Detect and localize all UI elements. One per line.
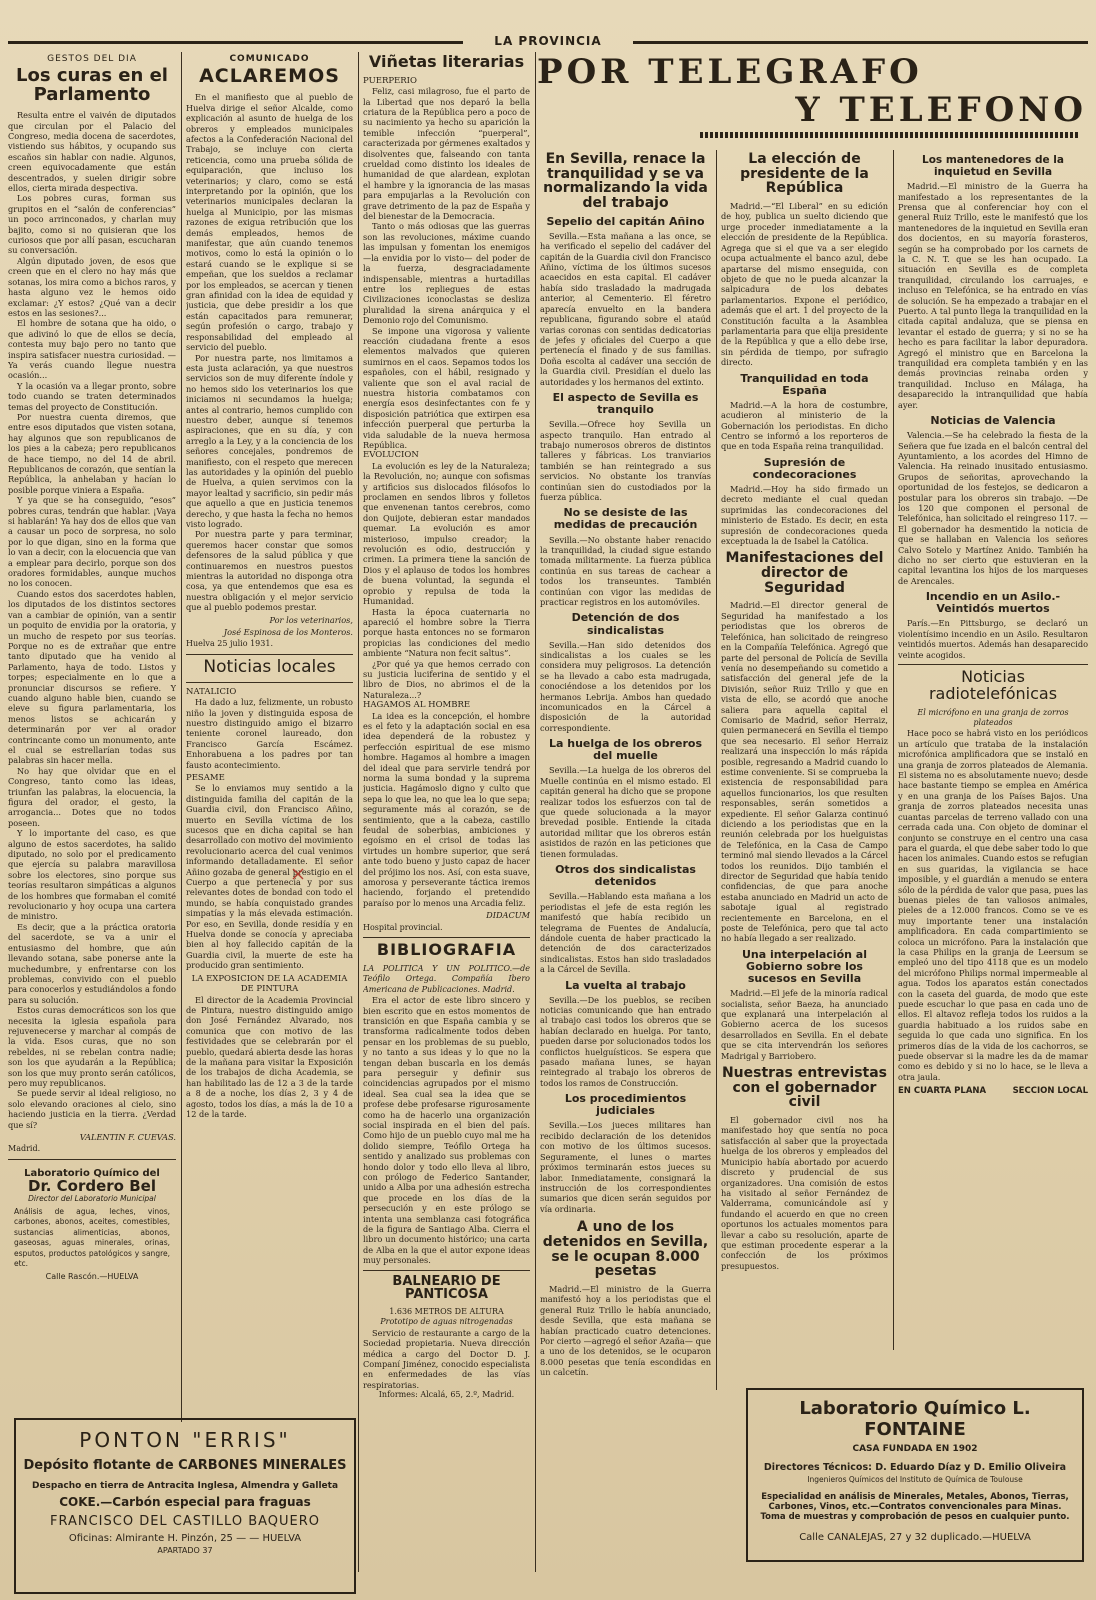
ad-line: COKE.—Carbón especial para fraguas [59, 1495, 311, 1509]
article-paragraph: Sevilla.—Esta mañana a las once, se ha verificado el sepelio del cadáver del capitán de la Guardia civil don Francisco Añino, víctima de los últimos sucesos acaecidos en esta capital. El cadáver había sido trasladado la madrugada anterior, al Cementerio. El féretro aparecía envuelto en la bandera republicana, figurando sobre el ataúd varias coronas con sentidas dedicatorias de jefes y oficiales del Cuerpo a que pertenecía el finado y de sus familias. Doña escolta al cadáver una sección de la Guardia civil. Presidían el duelo las autoridades y los hermanos del extinto. [540, 230, 711, 387]
subsection-head: LA EXPOSICION DE LA ACADEMIA DE PINTURA [191, 973, 348, 995]
divider [363, 937, 530, 938]
column-4 [540, 150, 711, 1590]
section-headline: Viñetas literarias [368, 52, 525, 71]
subheadline: Otros dos sindicalistas detenidos [555, 863, 696, 889]
article-paragraph: Sevilla.—De los pueblos, se reciben noticias comunicando que han entrado al trabajo casi todos los obreros que se habían declarado en huelga. Por tanto, pueden darse por solucionados todos los conflictos huelguísticos. Se espera que pasado mañana lunes, se hayan reintegrado al trabajo los obreros de todos los ramos de Construcción. [540, 994, 711, 1088]
ad-name: Dr. Cordero Bel [28, 1177, 156, 1196]
ad-title: BALNEARIO DE PANTICOSA [392, 1273, 501, 1303]
subheadline: Los mantenedores de la inquietud en Sevilla [922, 154, 1064, 178]
subheadline: Supresión de condecoraciones [752, 455, 857, 481]
subsection-head: HAGAMOS AL HOMBRE [363, 700, 471, 711]
ad-line: Ingenieros Químicos del Instituto de Química de Toulouse [807, 1475, 1023, 1484]
subheadline: El aspecto de Sevilla es tranquilo [552, 390, 699, 417]
article-paragraph: Por nuestra parte y para terminar, queremos hacer constar que somos defensores de la salud pública y que continuaremos en nuestros puestos mientras la autoridad no disponga otra cosa, ya que entendemos que esa es nuestra obligación y el mejor servicio que al pueblo podemos prestar. [186, 529, 353, 613]
article-headline: Nuestras entrevistas con el gobernador civil [721, 1065, 888, 1111]
masthead-rule-left [8, 41, 463, 44]
ad-line: Oficinas: Almirante H. Pinzón, 25 — — HUELVA [68, 1533, 302, 1544]
column-5 [721, 150, 888, 1340]
article-paragraph: El hombre de sotana que ha oido, o que adivinó lo que de ellos se decía, contesta muy bajo pero no tanto que inspira satisfacer nuestra curiosidad. —Ya verás cuando llegue nuestra ocasión... [8, 318, 176, 381]
subheadline: Tranquilidad en toda España [740, 371, 869, 397]
subheadline: Los procedimientos judiciales [564, 1092, 687, 1118]
article-paragraph: Se lo enviamos muy sentido a la distinguida familia del capitán de la Guardia civil, don Francisco Añino, muerto en Sevilla víctima de los sucesos que en dicha capital se han desarrollado con motivo del movimiento revolucionario acerca del cual venimos informando detalladamente. El señor Añino gozaba de general prestigio en el Cuerpo a que pertenecía y por sus relevantes dotes de bondad con todo el mundo, se había conquistado grandes simpatías y la más elevada estimación. Por eso, en Sevilla, donde residía y en Huelva donde se conocía y apreciaba bien al hoy fallecido capitán de la Guardia civil, la muerte de este ha producido gran sentimiento. [186, 783, 353, 971]
section-headline: Noticias radiotelefónicas [928, 667, 1058, 703]
masthead-rule-right [633, 41, 1088, 44]
article-date: Huelva 25 julio 1931. [186, 639, 273, 649]
article-paragraph: La idea es la concepción, el hombre es el feto y la adaptación social en esa idea dependerá de la robustez y perfección espiritual de ese mismo hombre. Hagamos al hombre a imagen del ideal que para servirle tendrá por norma la suma bondad y la suprema justicia. Hagámoslo digno y culto que sepa lo que lea, no que lea lo que sepa; seguramente más al corazón, se de sentimiento, que a la cabeza, castillo feudal de soberbias, ambiciones y egoísmo en el crisol de todas las virtudes un hombre superior, que será ante todo bueno y justo capaz de hacer del prójimo los nos. Así, con esta suave, amorosa y perseverante táctica iremos haciendo, forjando el pretendido paraíso por lo menos una Arcadia feliz. [363, 710, 530, 908]
article-paragraph: Madrid.—El director general de Seguridad ha manifestado a los periodistas que los obreros de Telefónica, han solicitado de reingreso en la Compañía Telefónica. Agregó que parte del personal de Policía de Sevilla venía no desempeñando su cometido a satisfacción del general jefe de la División, señor Ruiz Trillo y que en vista de ello, se acordó que anoche saliera para aquella capital el Comisario de Madrid, señor Herraiz, quien permanecerá en Sevilla el tiempo que sea necesario. El señor Herraiz realizará una inspección lo más rápida posible, regresando a Madrid cuando lo estime conveniente. Si se comprueba la existencia de responsabilidad para aquellos funcionarios, los que resulten responsables, serán sometidos a expediente. El señor Galarza continuó diciendo a los periodistas que en la reunión celebrada por los huelguistas de Telefónica, en la Casa de Campo terminó mal siendo llevados a la Cárcel todos los reunidos. Dijo también el director de Seguridad que había tenido confidencias, de que para anoche estaba anunciado en Madrid un acto de sabotaje igual al registrado recientemente en Barcelona, en el poste de Telefónica, pero que tal acto no había llegado a ser realizado. [721, 600, 888, 944]
article-signature: Por los veterinarios, [269, 614, 353, 625]
column-6 [898, 150, 1088, 1340]
article-paragraph: El gobernador civil nos ha manifestado hoy que sentía no poca satisfacción al saber que la proyectada huelga de los obreros y empleados del Municipio había abortado por acuerdo discreto y prudencial de sus organizadores. Una comisión de estos ha visitado al señor Fernández de Valderrama, comunicándole así y fundando el acuerdo en que no creen oportunos los actuales momentos para llevar a cabo su resolución, aparte de que estiman procedente esperar a la confección de los próximos presupuestos. [721, 1115, 888, 1271]
article-paragraph: Madrid.—El ministro de la Guerra ha manifestado a los representantes de la Prensa que al conferenciar hoy con el general Ruiz Trillo, este le manifestó que los mantenedores de la inquietud en Sevilla eran dos docientos, en su mayoría forasteros, según se ha comprobado por los carnets de la C. N. T. que se les han ocupado. La situación en Sevilla es de completa tranquilidad, circulando los carruajes, e incluso en Telefónica, se ha entrado en vías de solución. Se ha empezado a trabajar en el Puerto. A tal punto llega la tranquilidad en la citada capital andaluza, que se piensa en levantar el estado de guerra; y si no se ha hecho es para facilitar la labor depuradora. Agregó el ministro que en Barcelona la tranquilidad era completa también y en las demás provincias reinaba orden y tranquilidad. Incluso en Málaga, ha desaparecido la intranquilidad que había ayer. [898, 181, 1088, 410]
article-paragraph: Era el actor de este libro sincero y bien escrito que en estos momentos de transición en que España cambia y se transforma radicalmente todos deben pensar en los problemas de su pueblo, y no tanto a sus ideas y lo que no la tengan deban buscarla en los demás para perseguir y definir sus coincidencias agrupados por el mismo ideal. Sea cual sea la idea que se profese debe profesarse rigurosamente como ha de hacerlo una organización social inspirada en el bien del país. Como hijo de un pueblo cuyo mal me ha dolido siempre, Teófilo Ortega ha sentido y analizado sus problemas con hondo dolor y todo ello lleva al libro, con prólogo de Federico Santander, unido a Alba por una adhesión estrecha que procede en los días de la persecución y en este prólogo se intenta una semblanza casi fotográfica de la figura de Santiago Alba. Cierra el libro un documento histórico; una carta de Alba en la que el autor expone ideas muy personales. [363, 995, 530, 1266]
subheadline: Una interpelación al Gobierno sobre los sucesos en Sevilla [742, 947, 867, 986]
section-kicker: COMUNICADO [229, 54, 310, 64]
ad-line: Especialidad en análisis de Minerales, Metales, Abonos, Tierras, Carbones, Vinos, etc.—Contratos convencionales para Minas. Toma de muestras y comprobación de pesos en cualquier punto. [760, 1492, 1070, 1522]
subsection-head: NATALICIO [186, 686, 237, 697]
article-headline: En Sevilla, renace la tranquilidad y se va normalizando la vida del trabajo [543, 151, 708, 212]
column-3 [363, 52, 530, 1582]
subheadline: Detención de dos sindicalistas [571, 611, 680, 637]
article-paragraph: Y lo importante del caso, es que alguno de estos sacerdotes, ha salido diputado, no solo por el predicamento que ejercía su palabra maravillosa sobre los electores, sino porque sus teorías resultaron simpáticas a algunos de los hombres que formaban el comité revolucionario y hoy ocupa una cartera de ministro. [8, 828, 176, 922]
ad-title: PONTON "ERRIS" [79, 1428, 291, 1452]
subsection-head: PESAME [186, 772, 225, 783]
ad-line: Despacho en tierra de Antracita Inglesa, Almendra y Galleta [31, 1481, 339, 1491]
footer-notice [898, 1086, 1088, 1096]
article-paragraph: Madrid.—A la hora de costumbre, acudieron al ministerio de la Gobernación los periodistas. En dicho Centro se informó a los reporteros de que en toda España reina tranquilidad. [721, 399, 888, 452]
masthead-name: LA PROVINCIA [494, 34, 602, 48]
article-paragraph: Por nuestra cuenta diremos, que entre esos diputados que visten sotana, hay algunos que son republicanos de los pies a la cabeza; pero republicanos de hace tiempo, no del 14 de abril. Republicanos de corazón, que sentían la República, la anhelaban y hacían lo posible porque viniera a España. [8, 411, 176, 495]
ad-body: Servicio de restaurante a cargo de la Sociedad propietaria. Nueva dirección médica a cargo del Doctor D. J. Companí Jiménez, conocido especialista en enfermedades de las vías respiratorias. [363, 1327, 530, 1390]
article-paragraph: Resulta entre el vaivén de diputados que circulan por el Palacio del Congreso, media docena de sacerdotes, vistiendo sus hábitos, y ocupando sus escaños sin hablar con nadie. Algunos, creen equivocadamente que están descentrados, y suelen dirigir sobre ellos, cierta mirada despectiva. [8, 110, 176, 194]
column-2 [186, 52, 353, 1412]
article-paragraph: Sevilla.—Hablando esta mañana a los periodistas el jefe de esta región les manifestó que había recibido un telegrama de Fuentes de Andalucía, dándole cuenta de haber practicado la detención de dos caracterizados sindicalistas. Estos han sido trasladados a la Cárcel de Sevilla. [540, 891, 711, 975]
ad-body: Análisis de agua, leches, vinos, carbones, abonos, aceites, comestibles, sustancias alimenticias, abonos, gaseosas, aguas minerales, orinas, esputos, productos patológicos y sangre, etc. [14, 1207, 170, 1269]
article-paragraph: Algún diputado joven, de esos que creen que en el clero no hay más que sotanas, los mira como a bichos raros, y hasta alguno vez le hemos oido exclamar: ¿Y estos? ¿Qué van a decir estos en las sesiones?... [8, 255, 176, 318]
article-paragraph: Por nuestra parte, nos limitamos a esta justa aclaración, ya que nuestros servicios son de muy diferente índole y no hemos sido los veterinarios los que iniciamos ni secundamos la huelga; antes al contrario, hemos cumplido con nuestro deber, aunque sí tenemos aspiraciones, que en su día, y con arreglo a la Ley, y a la conciencia de los señores concejales, pondremos de manifiesto, con el respeto que merecen las autoridades y la opinión del pueblo de Huelva, a quien servimos con la mayor lealtad y sacrificio, sin pedir más que aquello a que en justicia tenemos derecho, y que hasta la fecha no hemos visto logrado. [186, 352, 353, 529]
subheadline: El micrófono en una granja de zorros plateados [917, 707, 1069, 728]
article-paragraph: Madrid.—El jefe de la minoría radical socialista, señor Baeza, ha anunciado que explanará una interpelación al Gobierno acerca de los sucesos desarrollados en Sevilla. En el debate que se cita intervendrán los señores Madrigal y Barriobero. [721, 988, 888, 1061]
ad-cordero-bel [8, 1164, 176, 1288]
column-divider [181, 52, 182, 1422]
article-paragraph: Madrid.—El ministro de la Guerra manifestó hoy a los periodistas que el general Ruiz Trillo le había anunciado, desde Sevilla, que esta mañana se habían practicado cuatro detenciones. Por cierto —agregó el señor Azaña— que a uno de los detenidos, se le ocuparon 8.000 pesetas que tenía escondidas en un calcetín. [540, 1283, 711, 1378]
article-place: Madrid. [8, 1144, 41, 1154]
banner-line-1: POR TELEGRAFO [537, 52, 923, 92]
masthead-bar [8, 34, 1088, 48]
article-signature: José Espinosa de los Monteros. [223, 627, 353, 638]
ad-subtitle: Prototipo de aguas nitrogenadas [380, 1317, 513, 1327]
article-headline: La elección de presidente de la República [740, 151, 869, 197]
article-paragraph: Y la ocasión va a llegar pronto, sobre todo cuando se traten determinados temas del proyecto de Constitución. [8, 380, 176, 412]
subheadline: La vuelta al trabajo [565, 978, 686, 992]
subheadline: Sepelio del capitán Añino [546, 214, 705, 228]
article-paragraph: Sevilla.—Han sido detenidos dos sindicalistas a los cuales se les considera muy peligrosos. La detención se ha llevado a cabo esta madrugada, conociéndose a los detenidos por los hermanos Lebrija. Ambos han quedado incomunicados en la Cárcel a disposición de la autoridad correspondiente. [540, 639, 711, 733]
section-banner [537, 52, 1087, 142]
article-paragraph: Hasta la época cuaternaria no apareció el hombre sobre la Tierra porque hasta entonces no se formaron propicias las condiciones del medio ambiente “Natura non fecit saltus”. [363, 606, 530, 659]
article-signature: DIDACUM [486, 910, 530, 921]
column-1 [8, 52, 176, 1412]
divider [363, 1270, 530, 1271]
article-paragraph: Madrid.—“El Liberal” en su edición de hoy, publica un suelto diciendo que urge proceder inmediatamente a la elección de presidente de la República. Agrega que si el que va a ser elegido ocupa actualmente el banco azul, debe apartarse del mismo enseguida, con objeto de que no le pueda alcanzar la salpicadura de los debates parlamentarios. Expone el periódico, además que el art. 1 del proyecto de la Constitución faculta a la Asamblea parlamentaria para que elija presidente de la República y que a ello debe irse, sin pérdida de tiempo, por sufragio directo. [721, 201, 888, 368]
subheadline: No se desiste de las medidas de precaución [553, 506, 698, 532]
footer-notice-left: EN CUARTA PLANA [898, 1086, 987, 1097]
ad-fontaine [746, 1388, 1084, 1562]
divider [186, 654, 353, 655]
section-headline: Noticias locales [203, 656, 336, 677]
article-paragraph: El director de la Academia Provincial de Pintura, nuestro distinguido amigo don José Fernández Alvarado, nos comunica que con motivo de las festividades que se celebrarán por el pueblo, quedará abierta desde las horas de la mañana para visitar la Exposición de los trabajos de dicha Academia, se han habilitado las de 12 a 3 de la tarde a 8 de a noche, los días 2, 3 y 4 de agosto, todos los días, a más la de 10 a 12 de la tarde. [186, 994, 353, 1119]
ad-address: Calle Rascón.—HUELVA [45, 1272, 139, 1282]
article-paragraph: Valencia.—Se ha celebrado la fiesta de la Señera que fue izada en el balcón central del Ayuntamiento, a los acordes del Himno de Valencia. Ha reinado inusitado entusiasmo. Grupos de señoritas, aprovechando la oportunidad de los festejos, se dedicaron a postular para los obreros sin trabajo. —De los 120 que componen el personal de Telefónica, han solicitado el reingreso 117. —El gobernador ha desmentido la noticia de que se hallaban en Valencia los señores Calvo Sotelo y Martínez Anido. También ha dicho no ser cierto que estuvieran en la capital levantina los hijos de los marqueses de Arencales. [898, 430, 1088, 586]
ad-ponton-erris [14, 1418, 356, 1594]
book-reference: LA POLITICA Y UN POLITICO.—de Teófilo Ortega. Compañía Ibero Americana de Publicaciones. Madrid. [363, 963, 530, 994]
article-headline: ACLAREMOS [199, 65, 340, 88]
article-paragraph: Hace poco se habrá visto en los periódicos un artículo que trataba de la instalación microfónica amplificadora que se instaló en una granja de zorros plateados de Alemania. El sistema no es absolutamente nuevo; desde hace bastante tiempo se emplea en América y en una granja de los Países Bajos. Una granja de zorros plateados necesita unas cuantas parcelas de terreno vallado con una cerrada cada una. Con objeto de dominar el conjunto se construye en el centro una casa para el guarda, el que debe saber todo lo que hacen los animales. Cuando estos se refugian en sus guaridas, la vigilancia se hace imposible, y el guardián a menudo se entera sólo de la pérdida de valor que pasa, pues las buenas pieles de tan valiosos animales, pieles de a 12.000 francos. Como se ve es muy importante tener una instalación amplificadora. En cada compartimiento se coloca un micrófono. Para la instalación que la casa Philips en la granja de Leersum se empleó uno del tipo 4118 que es un modelo del micrófono Philips normal impermeable al agua. Todos los aparatos están conectados con la caseta del guarda, de modo que este puede escuchar lo que pasa en cada uno de ellos. El altavoz refleja todos los ruidos a la guardia habituado a los ruidos sabe en seguida lo que cada uno significa. En los primeros días de la vida de los cachorros, se puede observar si la madre les da de mamar como es debido y si no lo hace, se le lleva a otra jaula. [898, 728, 1088, 1082]
banner-line-2: Y TELEFONO [795, 90, 1087, 130]
banner-stripe [700, 132, 1080, 138]
ad-line: FRANCISCO DEL CASTILLO BAQUERO [50, 1514, 320, 1529]
article-headline: A uno de los detenidos en Sevilla, se le ocupan 8.000 pesetas [542, 1219, 709, 1280]
subheadline: Incendio en un Asilo.-Veintidós muertos [925, 590, 1061, 616]
article-paragraph: Se impone una vigorosa y valiente reacción ciudadana frente a esos elementos malvados que quieren sumirnos en el caos. Sepamos todos los españoles, con el hábil, resignado y valiente que son el aval racial de nuestra historia combatamos con energía esos desinfectantes con fe y disposición patriótica que extirpen esa infección puerperal que perturba la vida saludable de la nueva hermosa República. [363, 325, 530, 451]
article-paragraph: Los pobres curas, forman sus grupitos en el “salón de conferencias” un poco arrinconados, y charlan muy bajito, como si no quisieran que los curiosos que por allí pasan, escucharan su conversación. [8, 193, 176, 256]
article-paragraph: La evolución es ley de la Naturaleza; la Revolución, no; aunque con sofismas y artificios sus dislocados filósofos lo proclamen en sendos libros y folletos que envenenan tantos cerebros, como don Quijote, debieran estar mandados quemar. La evolución es amor misterioso, impulso creador; la revolución es odio, destrucción y crimen. La primera tiene la sanción de Dios y el aplauso de todos los hombres de buena voluntad, la segunda el oprobio y repulsa de toda la Humanidad. [363, 460, 530, 607]
article-paragraph: Madrid.—Hoy ha sido firmado un decreto mediante el cual quedan suprimidas las condecoraciones del ministerio de Estado. Es decir, en esta supresión de condecoraciones queda exceptuada la de Isabel la Católica. [721, 483, 888, 546]
ad-altitude: 1.636 METROS DE ALTURA [389, 1306, 504, 1316]
article-paragraph: Sevilla.—No obstante haber renacido la tranquilidad, la ciudad sigue estando tomada militarmente. La fuerza pública continúa en sus tareas de cachear a todos los transeuntes. También continúan con vigor las medidas de practicar registros en los automóviles. [540, 534, 711, 607]
subheadline: La huelga de los obreros del muelle [549, 737, 702, 763]
article-paragraph: Ha dado a luz, felizmente, un robusto niño la joven y distinguida esposa de nuestro distinguido amigo el bizarro teniente coronel laureado, don Francisco García Escámez. Enhorabuena a los padres por tan fausto acontecimiento. [186, 697, 353, 770]
subsection-head: EVOLUCION [363, 450, 419, 461]
article-paragraph: Tanto o más odiosas que las guerras son las revoluciones, máxime cuando las impulsan y fomentan los enemigos —la envidia por lo visto— del poder de la fuerza, desgraciadamente indispensable, mientras a hurtadillas entre los repliegues de estas Civilizaciones iconoclastas se desliza pluralidad la sirena anárquica y el Demonio rojo del Comunismo. [363, 221, 530, 326]
article-paragraph: Y ya que se ha conseguido, “esos” pobres curas, tendrán que hablar. ¡Vaya si hablarán! Ya hay dos de ellos que van a causar un poco de sorpresa, no solo por lo que digan, sino en la forma que lo van a decir, con la elocuencia que van a emplear para decirlo, porque son dos oradores formidables, aunque muchos no los conocen. [8, 495, 176, 589]
article-paragraph: Sevilla.—La huelga de los obreros del Muelle continúa en el mismo estado. El capitán general ha dicho que se propone realizar todos los esfuerzos con tal de que quede solucionada a la mayor brevedad posible. Entiende la citada autoridad militar que los obreros están asistidos de razón en las peticiones que tienen formuladas. [540, 765, 711, 859]
divider [8, 1159, 176, 1160]
column-divider [893, 150, 894, 1350]
section-headline: BIBLIOGRAFIA [376, 940, 517, 960]
article-paragraph: París.—En Pittsburgo, se declaró un violentísimo incendio en un Asilo. Resultaron veintidós muertos. Además han desaparecido veinte acogidos. [898, 618, 1088, 660]
article-place: Hospital provincial. [363, 922, 443, 932]
ad-line: APARTADO 37 [157, 1546, 213, 1555]
footer-notice-right: SECCION LOCAL [1012, 1086, 1088, 1097]
ad-line: Directores Técnicos: D. Eduardo Díaz y D. Emilio Oliveira [763, 1462, 1067, 1473]
subsection-head: PUERPERIO [363, 75, 417, 86]
article-signature: VALENTIN F. CUEVAS. [79, 1132, 176, 1142]
ad-address: Informes: Alcalá, 65, 2.º, Madrid. [378, 1390, 515, 1400]
article-paragraph: Se puede servir al ideal religioso, no solo elevando oraciones al cielo, sino haciendo justicia en la tierra. ¿Verdad que sí? [8, 1088, 176, 1130]
column-divider [535, 52, 536, 1572]
ad-line: CASA FUNDADA EN 1902 [852, 1444, 978, 1454]
ad-title: Laboratorio Químico del [24, 1167, 160, 1179]
ad-title: Laboratorio Químico L. FONTAINE [799, 1398, 1031, 1440]
article-paragraph: ¿Por qué ya que hemos cerrado con su justicia luciferina de sentido y el libro de Dios, no abrimos el de la Naturaleza...? [363, 658, 530, 700]
article-paragraph: Sevilla.—Ofrece hoy Sevilla un aspecto tranquilo. Han entrado al trabajo numerosos obreros de distintos talleres y fábricas. Los tranviarios también se han reintegrado a sus servicios. No obstante los tranvías continúan sien do custodiados por la fuerza pública. [540, 419, 711, 502]
ad-line: Calle CANALEJAS, 27 y 32 duplicado.—HUELVA [799, 1532, 1031, 1543]
article-paragraph: Es decir, que a la práctica oratoria del sacerdote, se va a unir el entusiasmo del hombre, que aún llevando sotana, sabe ponerse ante la muchedumbre, y enfrentarse con los problemas, convivido con el pueblo para conocerlos y estudiándolos a fondo para su solución. [8, 921, 176, 1005]
article-paragraph: Feliz, casi milagroso, fue el parto de la Libertad que nos deparó la bella criatura de la República pero a poco de su nacimiento ya hecho su aparición la temible infección “puerperal”, caracterizada por gérmenes exaltados y disolventes que, falseando con tanta crueldad como distinto los ideales de humanidad de que alardean, explotan el hambre y la ignorancia de las masas para empujarlas a la Revolución con grave detrimento de la paz de España y del bienestar de la Democracia. [363, 86, 530, 222]
column-divider [716, 150, 717, 1390]
article-paragraph: En el manifiesto que al pueblo de Huelva dirige el señor Alcalde, como explicación al asunto de huelga de los obreros y empleados municipales afectos a la Confederación Nacional del Trabajo, se incluye con cierta reticencia, como una prueba sólida de equiparación, que incluso los veterinarios; y claro, como se está interpretando por la opinión, que los veterinarios municipales declaran la huelga al Municipio, por las mismas razones de exigua retribución que los demás empleados, hemos de manifestar, que aún cuando tenemos motivos, como lo está la opinión o lo estará cuando se le explique si se empeñan, que los sueldos a reclamar por los empleados, se acercan y tienen gran afinidad con la idea de equidad y justicia, que debe presidir a los que están capacitados para remunerar, según profesión o cargo, trabajo y responsabilidad del empleado al servicio del pueblo. [186, 92, 353, 353]
ad-role: Director del Laboratorio Municipal [28, 1193, 156, 1203]
divider [898, 664, 1088, 665]
subheadline: Noticias de Valencia [930, 414, 1056, 428]
article-paragraph: Sevilla.—Los jueces militares han recibido declaración de los detenidos con motivo de los últimos sucesos. Seguramente, el lunes o martes próximos terminarán estos jueces su labor. Inmediatamente, consignará la instrucción de los correspondientes sumarios que dicen serán seguidos por vía ordinaria. [540, 1120, 711, 1214]
article-paragraph: No hay que olvidar que en el Congreso, tanto como las ideas, triunfan las palabras, la elocuencia, la figura del orador, el gesto, la arrogancia... Dotes que no todos poseen. [8, 765, 176, 828]
divider [186, 682, 353, 683]
ad-line: Depósito flotante de CARBONES MINERALES [23, 1458, 347, 1473]
article-paragraph: Cuando estos dos sacerdotes hablen, los diputados de los distintos sectores van a cambiar de opinión, van a sentir un poquito de envidia por la oratoria, y un mucho de respeto por sus teorías. Porque no es de extrañar que entre tanto diputado que ha venido al Parlamento, haya de todo. Listos y torpes; especialmente en lo que a pronunciar discursos se refiere. Y cuando alguno hable bien, cuando se eleve su figura parlamentaria, los menos listos se achicarán y determinarán por ver al orador contrincante como un monumento, ante el cual se estrellarían todas sus palabras sin hacer mella. [8, 588, 176, 766]
article-paragraph: Estos curas democráticos son los que necesita la iglesia española para rejuvenecerse y marchar al compás de la vida. Esos curas, que no son rebeldes, ni se rebelan contra nadie; son los que ayudarán a la República; son los que muy pronto serán católicos, pero muy republicanos. [8, 1005, 176, 1088]
column-divider [358, 52, 359, 1572]
article-headline: Manifestaciones del director de Seguridad [725, 550, 884, 596]
ink-cross-mark [292, 868, 304, 880]
article-headline: Los curas en el Parlamento [16, 65, 168, 106]
section-kicker: GESTOS DEL DIA [47, 54, 137, 64]
